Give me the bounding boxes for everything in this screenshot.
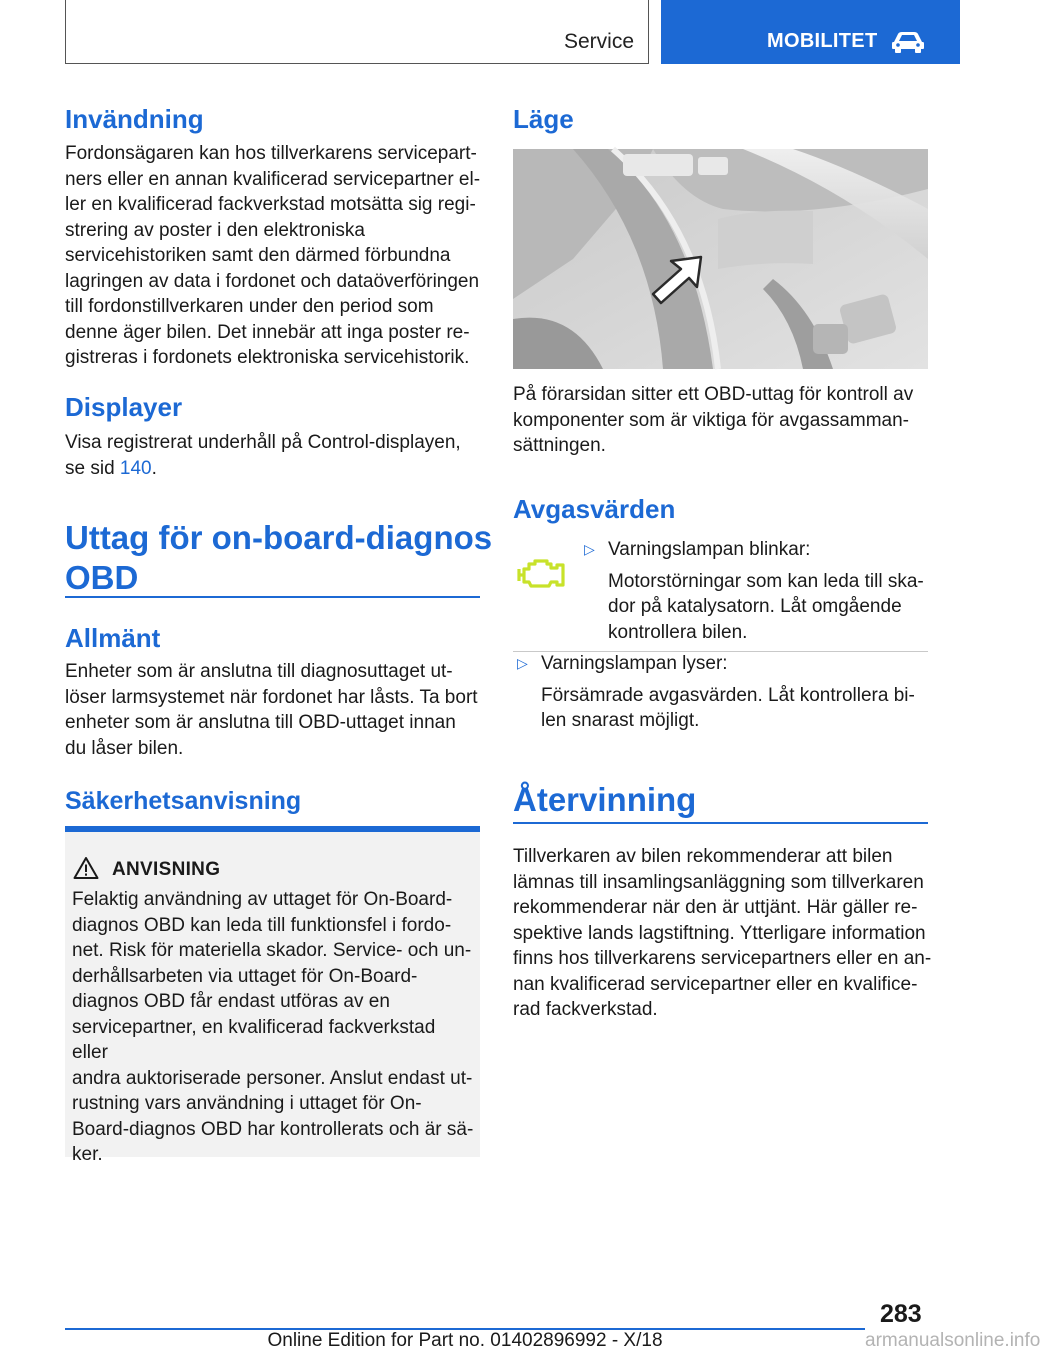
page-reference-link[interactable]: 140 <box>119 457 152 479</box>
bullet-detail <box>541 683 936 734</box>
photo-caption <box>513 382 933 459</box>
notice-text <box>72 887 476 1168</box>
text-line: servicehistoriken samt den därmed förbundna <box>65 245 451 266</box>
text-line: gistreras i fordonets elektroniska servicehistorik. <box>65 347 470 368</box>
emission-bullet-1 <box>608 537 938 645</box>
notice-box <box>65 826 480 1165</box>
text-fragment: se sid <box>65 457 120 479</box>
text-fragment: . <box>151 457 157 479</box>
text-line: lämnas till insamlingsanläggning som tillverkaren <box>513 871 924 893</box>
recycling-paragraph <box>513 844 933 1023</box>
text-line: rekommenderar när den är uttjänt. Här gäller re- <box>513 897 918 918</box>
text-line: till fordonstillverkaren under den period som <box>65 296 434 317</box>
text-line: spektive lands lagstiftning. Ytterligare information <box>513 922 926 944</box>
text-line: Tillverkaren av bilen rekommenderar att bilen <box>513 846 893 867</box>
warning-triangle-icon <box>73 856 99 880</box>
page-number: 283 <box>880 1300 922 1328</box>
text-line: strering av poster i den elektroniska <box>65 219 365 241</box>
usage-heading: Invändning <box>65 104 204 134</box>
text-line: Försämrade avgasvärden. Låt kontrollera bi- <box>541 684 915 706</box>
header-chapter-label: MOBILITET <box>767 30 878 52</box>
text-line: ners eller en annan kvalificerad servicepartner el- <box>65 168 481 190</box>
text-line: andra auktoriserade personer. Anslut endast ut- <box>72 1067 473 1089</box>
general-heading: Allmänt <box>65 623 161 653</box>
text-line: nan kvalificerad servicepartner eller en kvalifice- <box>513 973 918 995</box>
text-line: ler en kvalificerad fackverkstad motsätta sig regi- <box>65 194 476 215</box>
chapter-rule <box>65 596 480 598</box>
text-line: Motorstörningar som kan leda till ska- <box>608 570 924 592</box>
safety-heading: Säkerhetsanvisning <box>65 787 302 815</box>
text-line: du låser bilen. <box>65 737 184 759</box>
header-section-title: Service <box>563 30 634 53</box>
displays-heading: Displayer <box>65 392 183 422</box>
text-line: diagnos OBD får endast utföras av en <box>72 991 390 1012</box>
text-line: löser larmsystemet när fordonet har låsts. Ta bort <box>65 686 478 708</box>
text-line: lagringen av data i fordonet och dataöverföringen <box>65 270 480 292</box>
footer-edition: Online Edition for Part no. 01402896992 - X/18 <box>267 1330 663 1351</box>
obd-chapter-title <box>65 518 492 598</box>
footwell-illustration <box>513 149 928 369</box>
text-line: sättningen. <box>513 435 606 456</box>
general-paragraph <box>65 659 485 761</box>
recycling-title: Återvinning <box>513 781 697 818</box>
text-line: rad fackverkstad. <box>513 999 658 1020</box>
text-line: servicepartner, en kvalificerad fackverkstad eller <box>72 1016 436 1063</box>
text-line: kontrollera bilen. <box>608 621 748 643</box>
watermark-text: armanualsonline.info <box>865 1330 1040 1351</box>
emission-bullet-2 <box>541 651 936 734</box>
obd-socket-photo <box>513 149 928 369</box>
text-line: Fordonsägaren kan hos tillverkarens servicepart- <box>65 143 477 164</box>
text-line: Enheter som är anslutna till diagnosuttaget ut- <box>65 661 453 682</box>
title-line: Uttag för on-board-diagnos <box>65 519 493 556</box>
text-line: dor på katalysatorn. Låt omgående <box>608 596 902 617</box>
text-line: denne äger bilen. Det innebär att inga poster re- <box>65 321 470 343</box>
emissions-heading: Avgasvärden <box>513 494 676 524</box>
text-line: diagnos OBD kan leda till funktionsfel i fordo- <box>72 914 452 936</box>
chapter-rule <box>513 822 928 824</box>
text-line: komponenter som är viktiga för avgassamman- <box>513 409 909 431</box>
text-line: ker. <box>72 1144 103 1165</box>
text-line: net. Risk för materiella skador. Service- och un- <box>72 940 472 961</box>
displays-paragraph <box>65 430 485 481</box>
text-line: Visa registrerat underhåll på Control-displayen, <box>65 432 461 453</box>
bullet-detail <box>608 569 938 646</box>
header-section-box <box>65 0 649 64</box>
bullet-marker: ▷ <box>584 541 595 557</box>
text-line: Felaktig användning av uttaget för On-Board- <box>72 889 453 910</box>
text-line: enheter som är anslutna till OBD-uttaget innan <box>65 712 456 733</box>
bullet-label: Varningslampan blinkar: <box>608 539 811 560</box>
bullet-label: Varningslampan lyser: <box>541 653 728 674</box>
bullet-marker: ▷ <box>517 655 528 671</box>
text-line: finns hos tillverkarens servicepartners eller en an- <box>513 948 932 969</box>
text-line <box>65 456 485 482</box>
engine-check-icon <box>517 558 565 588</box>
notice-title: ANVISNING <box>112 859 221 880</box>
text-line: rustning vars användning i uttaget för On- <box>72 1093 422 1114</box>
car-icon <box>891 29 925 53</box>
text-line: derhållsarbeten via uttaget för On-Board- <box>72 965 418 987</box>
header-chapter-tab[interactable] <box>661 0 960 64</box>
title-line: OBD <box>65 559 139 596</box>
text-line: Board-diagnos OBD har kontrollerats och är sä- <box>72 1118 474 1140</box>
usage-paragraph <box>65 141 485 371</box>
text-line: len snarast möjligt. <box>541 710 700 731</box>
text-line: På förarsidan sitter ett OBD-uttag för kontroll av <box>513 384 914 405</box>
location-heading: Läge <box>513 104 574 134</box>
